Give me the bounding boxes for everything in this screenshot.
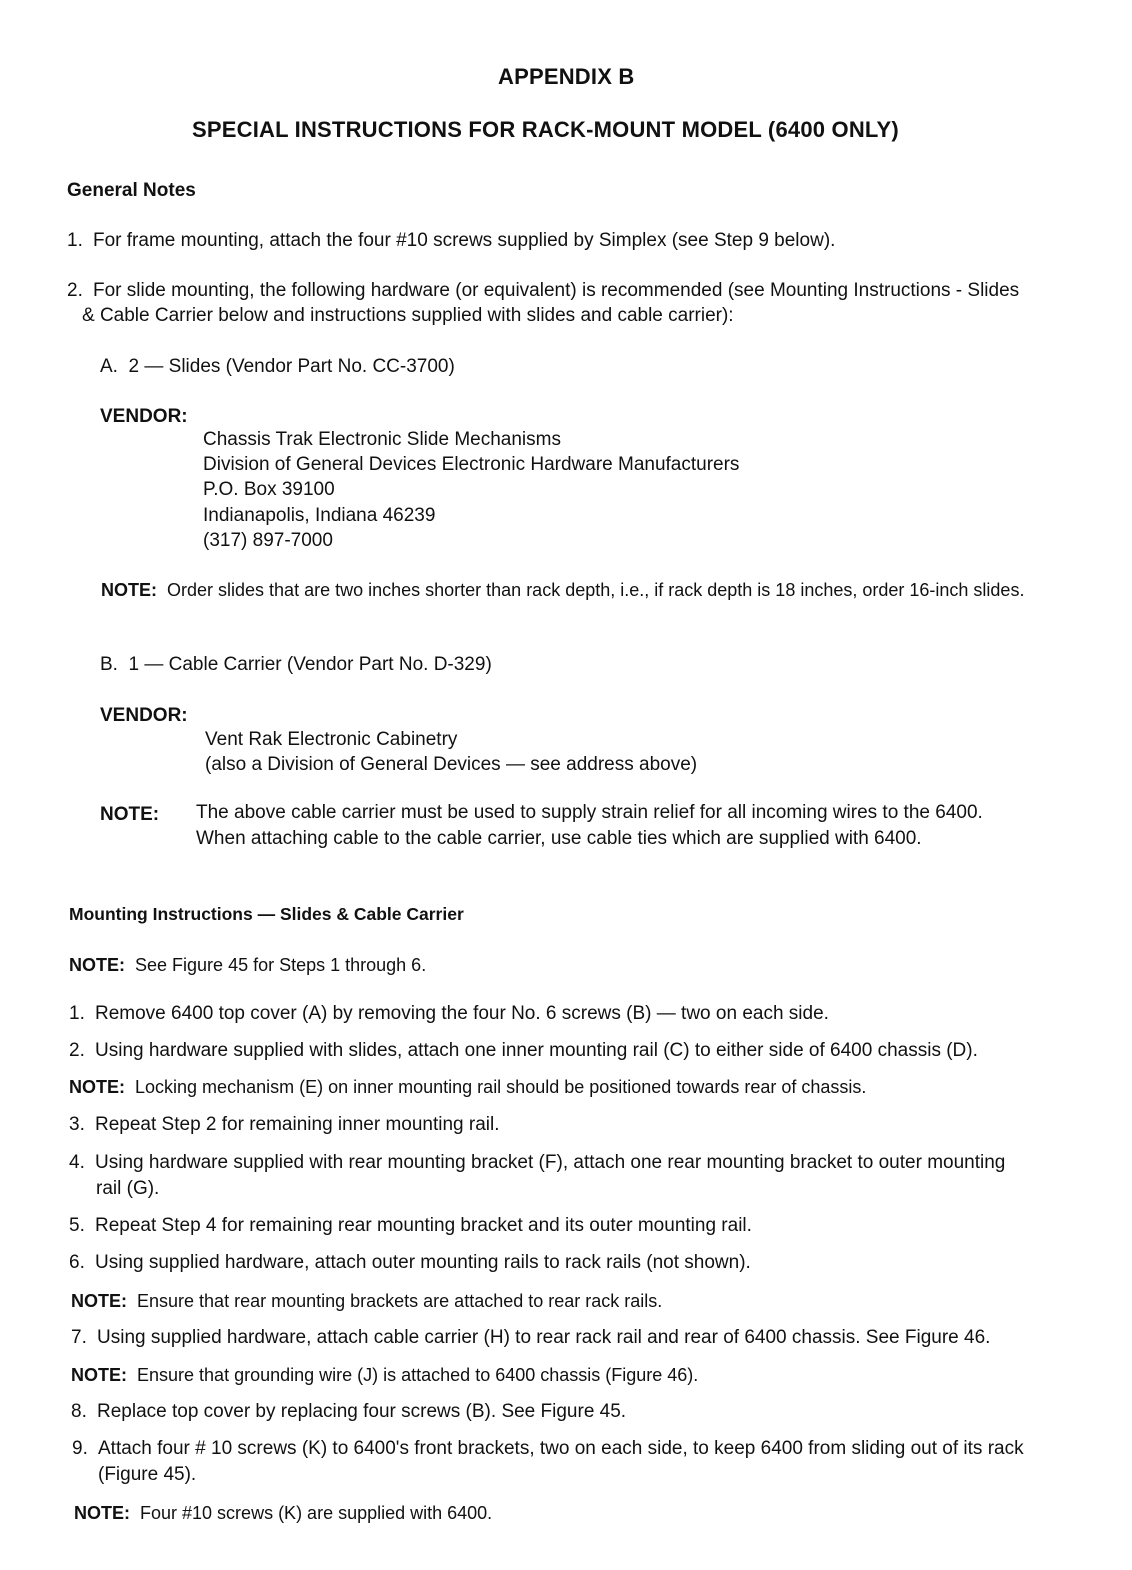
- step-9: [72, 1436, 1024, 1462]
- item-text: For frame mounting, attach the four #10 screws supplied by Simplex (see Step 9 below).: [93, 230, 836, 251]
- step-text: Attach four # 10 screws (K) to 6400's front brackets, two on each side, to keep 6400 from sliding out of its rack: [98, 1438, 1024, 1459]
- mounting-note-figure: [69, 952, 426, 978]
- sub-item-text: 1 — Cable Carrier (Vendor Part No. D-329): [128, 654, 492, 675]
- vendor-b-line-1: Vent Rak Electronic Cabinetry: [205, 729, 458, 750]
- step-4-cont: rail (G).: [96, 1178, 160, 1199]
- step-8: [71, 1399, 626, 1425]
- vendor-a-line-3: P.O. Box 39100: [203, 479, 335, 500]
- step-text: Remove 6400 top cover (A) by removing the four No. 6 screws (B) — two on each side.: [95, 1003, 829, 1024]
- note-cable-line-2: When attaching cable to the cable carrier, use cable ties which are supplied with 6400.: [196, 828, 922, 849]
- step-text: Using hardware supplied with rear mounting bracket (F), attach one rear mounting bracket to outer mounting: [95, 1152, 1006, 1173]
- item-number: 2.: [67, 280, 83, 301]
- note-cable-line-1: The above cable carrier must be used to supply strain relief for all incoming wires to the 6400.: [196, 802, 983, 823]
- note-step-9: [74, 1500, 492, 1526]
- sub-item-text: 2 — Slides (Vendor Part No. CC-3700): [128, 356, 455, 377]
- sub-item-label: A.: [100, 356, 118, 377]
- step-text: Using supplied hardware, attach cable carrier (H) to rear rack rail and rear of 6400 chassis. See Figure 46.: [97, 1327, 991, 1348]
- step-9-cont: (Figure 45).: [98, 1464, 197, 1485]
- step-3: [69, 1112, 500, 1138]
- page-subtitle: SPECIAL INSTRUCTIONS FOR RACK-MOUNT MODEL (6400 ONLY): [192, 117, 899, 142]
- vendor-a-line-4: Indianapolis, Indiana 46239: [203, 505, 436, 526]
- note-step-2: [69, 1074, 866, 1100]
- note-text: Four #10 screws (K) are supplied with 6400.: [140, 1503, 493, 1523]
- step-text: Repeat Step 2 for remaining inner mounting rail.: [95, 1114, 500, 1135]
- vendor-a-line-2: Division of General Devices Electronic Hardware Manufacturers: [203, 454, 740, 475]
- item-number: 1.: [67, 230, 83, 251]
- note-text: Ensure that grounding wire (J) is attached to 6400 chassis (Figure 46).: [137, 1365, 699, 1385]
- step-number: 6.: [69, 1252, 85, 1273]
- step-number: 9.: [72, 1438, 88, 1459]
- note-label: NOTE:: [71, 1365, 127, 1385]
- step-5: [69, 1213, 752, 1239]
- note-step-6: [71, 1288, 662, 1314]
- general-item-2: [67, 278, 1019, 304]
- general-item-1: [67, 228, 835, 254]
- step-1: [69, 1001, 829, 1027]
- step-number: 2.: [69, 1040, 85, 1061]
- note-label: NOTE:: [74, 1503, 130, 1523]
- step-text: Using supplied hardware, attach outer mounting rails to rack rails (not shown).: [95, 1252, 751, 1273]
- step-7: [71, 1325, 990, 1351]
- step-number: 4.: [69, 1152, 85, 1173]
- vendor-b-line-2: (also a Division of General Devices — see address above): [205, 754, 698, 775]
- sub-item-b: [100, 652, 492, 678]
- step-2: [69, 1038, 978, 1064]
- note-text: Order slides that are two inches shorter than rack depth, i.e., if rack depth is 18 inches, order 16-inch slides.: [167, 580, 1025, 600]
- note-label: NOTE:: [101, 580, 157, 600]
- step-6: [69, 1250, 751, 1276]
- mounting-heading: Mounting Instructions — Slides & Cable Carrier: [69, 904, 464, 924]
- note-label: NOTE:: [69, 1077, 125, 1097]
- vendor-a-line-1: Chassis Trak Electronic Slide Mechanisms: [203, 429, 561, 450]
- general-item-2-cont: & Cable Carrier below and instructions supplied with slides and cable carrier):: [82, 305, 734, 326]
- note-step-7: [71, 1362, 698, 1388]
- general-notes-heading: General Notes: [67, 180, 196, 201]
- step-number: 1.: [69, 1003, 85, 1024]
- step-number: 3.: [69, 1114, 85, 1135]
- note-label: NOTE:: [71, 1291, 127, 1311]
- note-text: Locking mechanism (E) on inner mounting rail should be positioned towards rear of chassis.: [135, 1077, 867, 1097]
- note-label: NOTE:: [69, 955, 125, 975]
- item-text: For slide mounting, the following hardware (or equivalent) is recommended (see Mounting Instructions - Slides: [93, 280, 1020, 301]
- step-4: [69, 1150, 1005, 1176]
- vendor-label-a: VENDOR:: [100, 406, 188, 427]
- note-slides: [101, 577, 1024, 603]
- vendor-label-b: VENDOR:: [100, 705, 188, 726]
- sub-item-label: B.: [100, 654, 118, 675]
- step-text: Repeat Step 4 for remaining rear mounting bracket and its outer mounting rail.: [95, 1215, 752, 1236]
- step-number: 7.: [71, 1327, 87, 1348]
- note-label-cable: NOTE:: [100, 804, 160, 825]
- note-text: Ensure that rear mounting brackets are attached to rear rack rails.: [137, 1291, 663, 1311]
- vendor-a-line-5: (317) 897-7000: [203, 530, 333, 551]
- step-text: Replace top cover by replacing four screws (B). See Figure 45.: [97, 1401, 627, 1422]
- step-text: Using hardware supplied with slides, attach one inner mounting rail (C) to either side of 6400 chassis (D).: [95, 1040, 978, 1061]
- step-number: 5.: [69, 1215, 85, 1236]
- step-number: 8.: [71, 1401, 87, 1422]
- note-text: See Figure 45 for Steps 1 through 6.: [135, 955, 427, 975]
- page-title: APPENDIX B: [498, 64, 635, 89]
- sub-item-a: [100, 354, 455, 380]
